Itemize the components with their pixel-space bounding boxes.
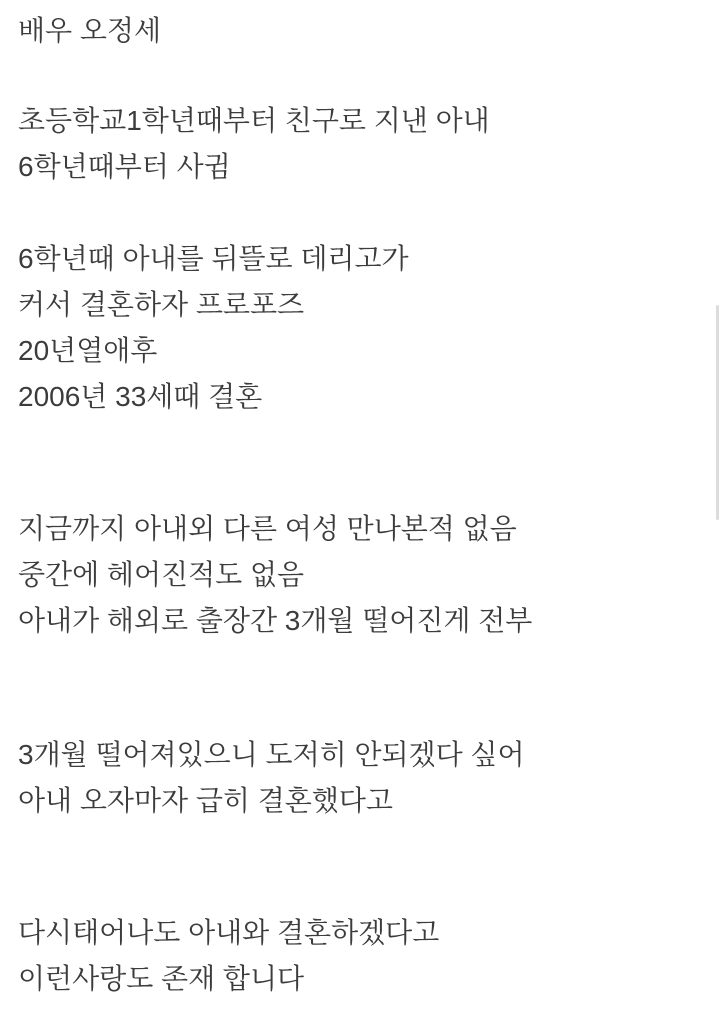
text-line: 다시태어나도 아내와 결혼하겠다고 (18, 917, 440, 948)
text-line: 아내가 해외로 출장간 3개월 떨어진게 전부 (18, 605, 533, 636)
text-line: 지금까지 아내외 다른 여성 만나본적 없음 (18, 513, 517, 544)
paragraph (18, 98, 690, 190)
scrollbar-thumb[interactable] (716, 305, 719, 520)
text-line: 이런사랑도 존재 합니다 (18, 963, 305, 994)
text-line: 2006년 33세때 결혼 (18, 381, 263, 412)
text-line: 커서 결혼하자 프로포즈 (18, 289, 305, 320)
text-line: 3개월 떨어져있으니 도저히 안되겠다 싶어 (18, 739, 525, 770)
post-body (18, 8, 690, 1002)
text-line: 중간에 헤어진적도 없음 (18, 559, 305, 590)
text-line: 6학년때 아내를 뒤뜰로 데리고가 (18, 243, 409, 274)
text-line: 20년열애후 (18, 335, 158, 366)
paragraph (18, 8, 690, 54)
paragraph (18, 506, 690, 644)
paragraph (18, 732, 690, 824)
text-line: 초등학교1학년때부터 친구로 지낸 아내 (18, 105, 490, 136)
text-line: 아내 오자마자 급히 결혼했다고 (18, 785, 393, 816)
text-line: 배우 오정세 (18, 15, 162, 46)
text-line: 6학년때부터 사귐 (18, 151, 231, 182)
paragraph (18, 236, 690, 420)
paragraph (18, 910, 690, 1002)
